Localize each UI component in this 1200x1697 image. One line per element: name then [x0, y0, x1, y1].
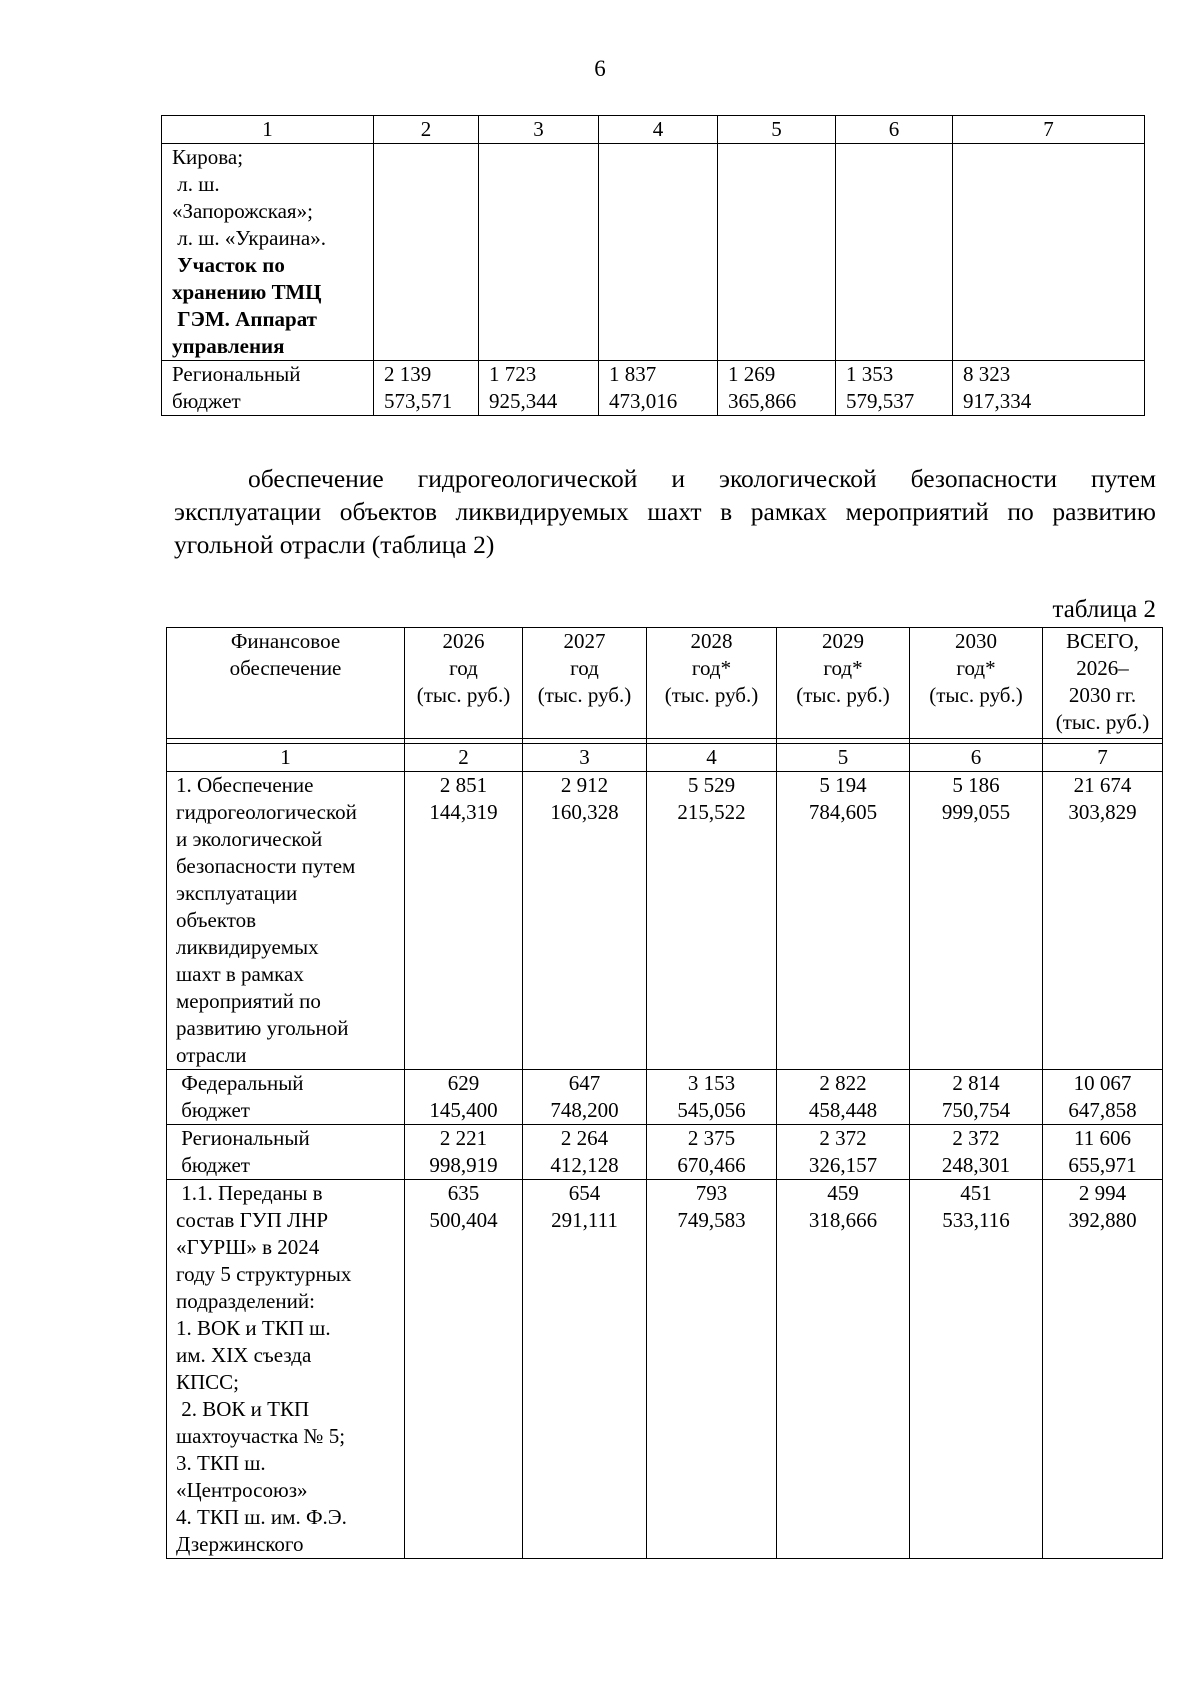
value-line: 215,522: [677, 800, 746, 824]
column-number: 1: [162, 116, 374, 144]
column-number: 7: [953, 116, 1145, 144]
column-number: 4: [599, 116, 718, 144]
row-label: [162, 361, 374, 416]
table-row: [167, 1180, 1163, 1559]
table-row: [167, 1070, 1163, 1125]
value-line: 291,111: [551, 1208, 618, 1232]
column-header-line: 2026: [442, 629, 485, 653]
value-cell: [1043, 1125, 1163, 1180]
value-line: 2 912: [560, 773, 609, 797]
column-number: 4: [647, 744, 777, 772]
column-header-line: 2029: [822, 629, 864, 653]
value-cell: 8 323 917,334: [953, 361, 1145, 416]
continuation-line: хранению ТМЦ: [172, 280, 322, 304]
value-line: 160,328: [550, 800, 619, 824]
table-row: [162, 144, 1145, 361]
column-number: 3: [523, 744, 647, 772]
value-line: 5 529: [687, 773, 736, 797]
column-header-line: Финансовое: [230, 629, 341, 653]
value-line: 2 372: [952, 1126, 1000, 1150]
continuation-line: л. ш.: [172, 172, 220, 196]
row-label-line: «Центросоюз»: [176, 1478, 308, 1502]
row-label-line: Дзержинского: [176, 1532, 304, 1556]
value-line: 2 851: [439, 773, 488, 797]
column-header: [910, 628, 1043, 739]
value-cell: 1 723 925,344: [479, 361, 599, 416]
value-cell: [910, 1125, 1043, 1180]
value-cell: [405, 1180, 523, 1559]
row-label-line: году 5 структурных: [176, 1262, 352, 1286]
table-column-numbers: [167, 744, 1163, 772]
column-header-line: 2026–: [1076, 656, 1129, 680]
column-header: [405, 628, 523, 739]
column-header-line: обеспечение: [229, 656, 342, 680]
column-header: [777, 628, 910, 739]
continuation-label-cell: [162, 144, 374, 361]
row-label: [167, 1070, 405, 1125]
continuation-line: управления: [172, 334, 285, 358]
paragraph-text: обеспечение гидрогеологической и экологической безопасности путем эксплуатации объектов ликвидируемых шахт в рамках мероприятий по развитию угольной отрасли (таблица 2): [174, 464, 1156, 559]
value-line: 458,448: [808, 1098, 878, 1122]
row-label-line: подразделений:: [176, 1289, 315, 1313]
row-label-line: шахт в рамках: [176, 962, 304, 986]
column-header-line: (тыс. руб.): [1055, 710, 1150, 734]
column-number: 2: [405, 744, 523, 772]
row-label-line: бюджет: [176, 1098, 250, 1122]
column-number: 3: [479, 116, 599, 144]
column-header: [523, 628, 647, 739]
table-row: [167, 772, 1163, 1070]
value-line: 21 674: [1073, 773, 1132, 797]
column-header: [1043, 628, 1163, 739]
value-cell: [777, 1180, 910, 1559]
value-line: 11 606: [1074, 1126, 1131, 1150]
value-line: 500,404: [429, 1208, 498, 1232]
column-header-line: 2030 гг.: [1068, 683, 1137, 707]
continuation-line: ГЭМ. Аппарат: [172, 307, 317, 331]
column-header: [167, 628, 405, 739]
value-cell: [910, 772, 1043, 1070]
column-header-line: 2028: [690, 629, 733, 653]
value-line: 248,301: [941, 1153, 1011, 1177]
value-line: 748,200: [550, 1098, 619, 1122]
table-row: [162, 361, 1145, 416]
column-header-line: (тыс. руб.): [929, 683, 1023, 707]
table-2: [166, 627, 1163, 1559]
column-header-line: (тыс. руб.): [416, 683, 511, 707]
column-number: 1: [167, 744, 405, 772]
column-header-line: год: [570, 656, 599, 680]
row-label-line: состав ГУП ЛНР: [176, 1208, 329, 1232]
column-header-line: год: [449, 656, 478, 680]
value-line: 784,605: [808, 800, 878, 824]
table-1: [161, 115, 1145, 416]
row-label-line: Региональный: [176, 1126, 310, 1150]
column-number: 6: [910, 744, 1043, 772]
row-label-line: объектов: [176, 908, 257, 932]
value-cell: [910, 1070, 1043, 1125]
value-cell: [1043, 772, 1163, 1070]
column-header-line: год*: [956, 656, 996, 680]
body-paragraph: [174, 462, 1156, 561]
value-line: 318,666: [808, 1208, 878, 1232]
row-label: [167, 772, 405, 1070]
value-cell: [647, 772, 777, 1070]
value-line: 655,971: [1068, 1153, 1137, 1177]
row-label-line: им. XIX съезда: [176, 1343, 312, 1367]
column-header-line: 2030: [955, 629, 997, 653]
row-label-line: отрасли: [176, 1043, 247, 1067]
column-header-line: (тыс. руб.): [537, 683, 632, 707]
column-header-line: (тыс. руб.): [664, 683, 759, 707]
value-cell: [1043, 1180, 1163, 1559]
value-cell: [405, 1070, 523, 1125]
column-number: 6: [836, 116, 953, 144]
column-header-line: 2027: [563, 629, 606, 653]
column-header-line: год*: [823, 656, 863, 680]
value-cell: 2 139 573,571: [374, 361, 479, 416]
row-label-line: 1.1. Переданы в: [176, 1181, 323, 1205]
value-line: 750,754: [941, 1098, 1011, 1122]
value-line: 145,400: [429, 1098, 498, 1122]
value-cell: [523, 1125, 647, 1180]
row-label-line: гидрогеологической: [176, 800, 357, 824]
column-header: [647, 628, 777, 739]
continuation-line: л. ш. «Украина».: [172, 226, 326, 250]
column-number: 2: [374, 116, 479, 144]
value-line: 533,116: [942, 1208, 1010, 1232]
value-cell: [647, 1125, 777, 1180]
row-label-line: бюджет: [176, 1153, 250, 1177]
value-line: 2 375: [687, 1126, 736, 1150]
table-1-column-numbers: [162, 116, 1145, 144]
continuation-line: Кирова;: [172, 145, 244, 169]
value-line: 2 822: [819, 1071, 867, 1095]
row-label-line: 3. ТКП ш.: [176, 1451, 266, 1475]
row-label-line: развитию угольной: [176, 1016, 349, 1040]
table-header-row: [167, 628, 1163, 739]
row-label-line: безопасности путем: [176, 854, 356, 878]
value-line: 326,157: [808, 1153, 878, 1177]
value-line: 2 994: [1078, 1181, 1127, 1205]
column-number: 5: [777, 744, 910, 772]
value-line: 647,858: [1068, 1098, 1137, 1122]
value-cell: [647, 1180, 777, 1559]
column-header-line: ВСЕГО,: [1066, 629, 1139, 653]
value-cell: [405, 1125, 523, 1180]
value-cell: [777, 1070, 910, 1125]
value-line: 749,583: [677, 1208, 746, 1232]
value-line: 2 221: [439, 1126, 488, 1150]
value-line: 999,055: [941, 800, 1011, 824]
value-line: 412,128: [550, 1153, 619, 1177]
column-number: 5: [718, 116, 836, 144]
value-cell: [647, 1070, 777, 1125]
value-line: 647: [568, 1071, 601, 1095]
value-line: 998,919: [429, 1153, 498, 1177]
row-label: [167, 1125, 405, 1180]
row-label-line: ликвидируемых: [176, 935, 319, 959]
value-line: 459: [827, 1181, 859, 1205]
value-cell: [523, 1070, 647, 1125]
value-line: 629: [447, 1071, 480, 1095]
row-label-line: шахтоучастка № 5;: [176, 1424, 346, 1448]
value-cell: [523, 772, 647, 1070]
value-line: 670,466: [677, 1153, 746, 1177]
row-label-line: Федеральный: [176, 1071, 304, 1095]
row-label-line: эксплуатации: [176, 881, 298, 905]
value-cell: 1 353 579,537: [836, 361, 953, 416]
value-cell: [405, 772, 523, 1070]
value-cell: [910, 1180, 1043, 1559]
column-header-line: год*: [691, 656, 732, 680]
row-label-line: Региональный: [172, 362, 301, 386]
value-line: 392,880: [1068, 1208, 1137, 1232]
value-cell: 1 837 473,016: [599, 361, 718, 416]
value-line: 10 067: [1073, 1071, 1132, 1095]
table-caption: таблица 2: [1052, 596, 1156, 623]
value-cell: [777, 772, 910, 1070]
value-line: 2 814: [952, 1071, 1000, 1095]
table-row: [167, 1125, 1163, 1180]
row-label-line: 4. ТКП ш. им. Ф.Э.: [176, 1505, 347, 1529]
value-cell: [1043, 1070, 1163, 1125]
value-cell: 1 269 365,866: [718, 361, 836, 416]
row-label-line: бюджет: [172, 389, 241, 413]
column-number: 7: [1043, 744, 1163, 772]
value-line: 635: [447, 1181, 480, 1205]
value-line: 654: [568, 1181, 601, 1205]
value-line: 144,319: [429, 800, 498, 824]
row-label-line: 1. Обеспечение: [176, 773, 314, 797]
continuation-line: Участок по: [172, 253, 285, 277]
row-label-line: мероприятий по: [176, 989, 321, 1013]
row-label-line: 1. ВОК и ТКП ш.: [176, 1316, 331, 1340]
row-label-line: 2. ВОК и ТКП: [176, 1397, 310, 1421]
column-header-line: (тыс. руб.): [796, 683, 890, 707]
value-line: 303,829: [1068, 800, 1137, 824]
value-cell: [777, 1125, 910, 1180]
row-label-line: КПСС;: [176, 1370, 240, 1394]
value-line: 5 186: [952, 773, 1000, 797]
row-label: [167, 1180, 405, 1559]
value-line: 451: [960, 1181, 992, 1205]
value-line: 545,056: [677, 1098, 746, 1122]
row-label-line: и экологической: [176, 827, 323, 851]
page-number: 6: [594, 56, 606, 81]
continuation-line: «Запорожская»;: [172, 199, 313, 223]
value-line: 2 264: [560, 1126, 609, 1150]
value-line: 2 372: [819, 1126, 867, 1150]
value-cell: [523, 1180, 647, 1559]
value-line: 5 194: [819, 773, 867, 797]
row-label-line: «ГУРШ» в 2024: [176, 1235, 320, 1259]
value-line: 3 153: [687, 1071, 736, 1095]
value-line: 793: [695, 1181, 728, 1205]
